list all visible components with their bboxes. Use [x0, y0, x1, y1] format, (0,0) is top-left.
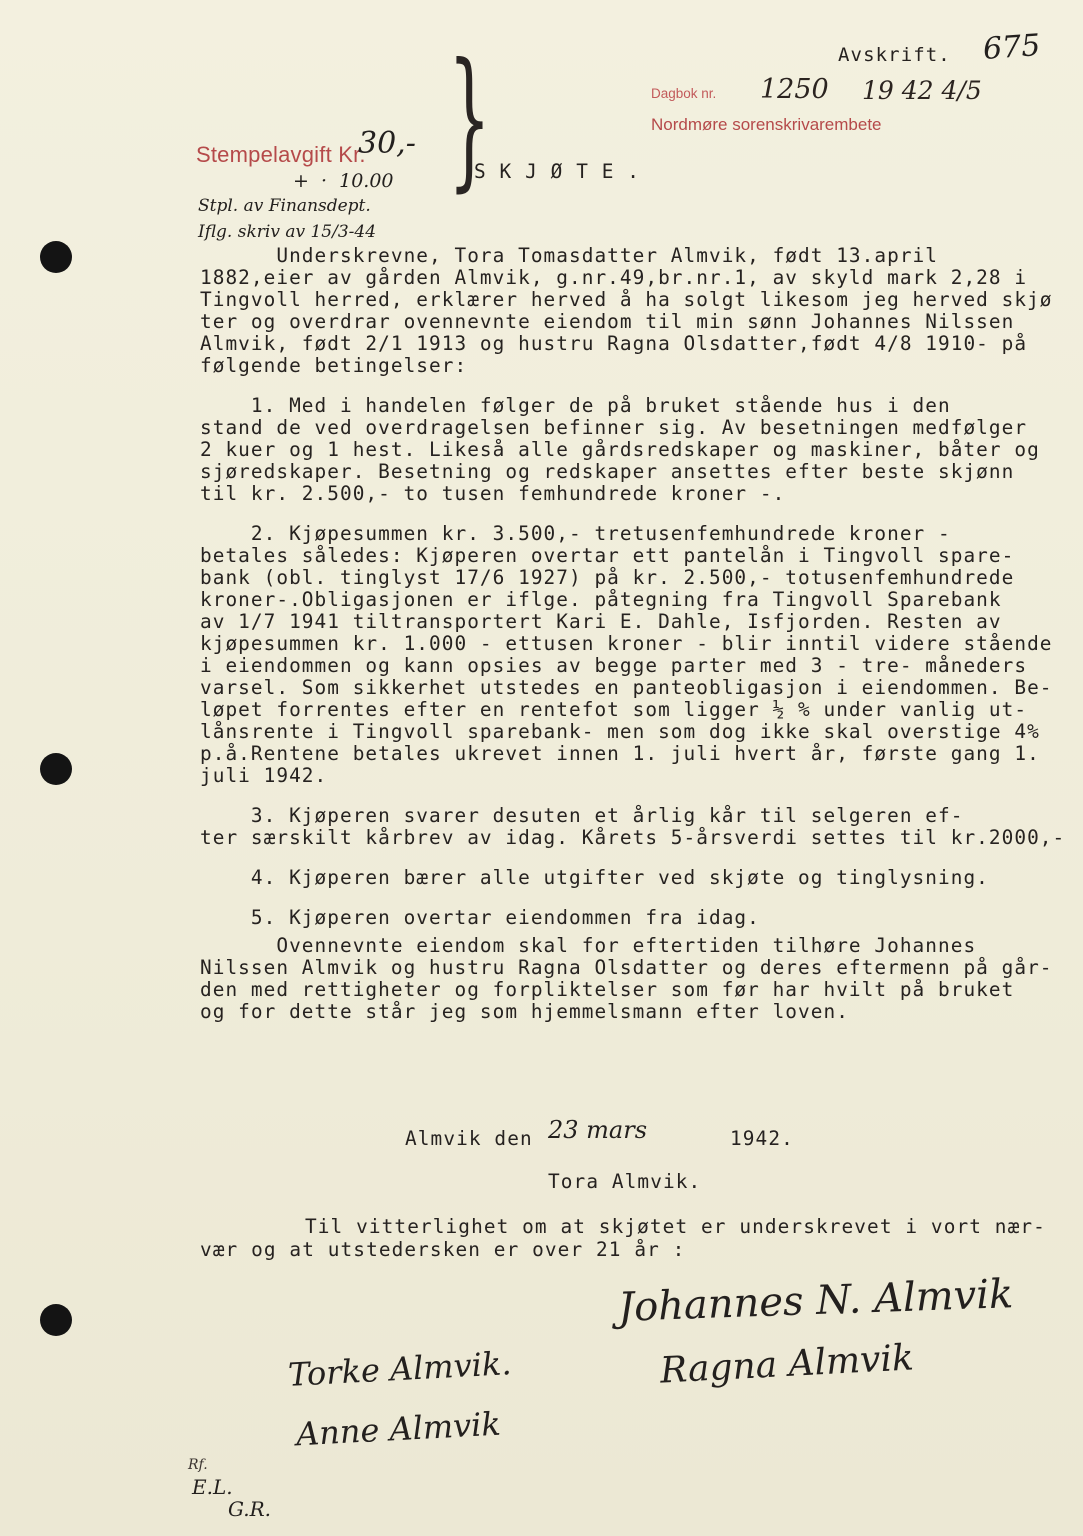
text-line: 4. Kjøperen bærer alle utgifter ved skjøte og tinglysning. — [200, 866, 989, 889]
text-line: lånsrente i Tingvoll sparebank- men som dog ikke skal overstige 4% — [200, 720, 1040, 743]
text-line: ter og overdrar ovennevnte eiendom til min sønn Johannes Nilssen — [200, 310, 1015, 333]
initials-1: E.L. — [192, 1475, 233, 1499]
text-line: 1882,eier av gården Almvik, g.nr.49,br.nr.1, av skyld mark 2,28 i — [200, 266, 1028, 289]
punch-hole — [40, 753, 72, 785]
initials-prefix: Rf. — [188, 1457, 208, 1473]
text-line: kroner-.Obligasjonen er iflge. påtegning fra Tingvoll Sparebank — [200, 588, 1002, 611]
text-line: juli 1942. — [200, 764, 328, 787]
witness-statement-2: vær og at utstedersken er over 21 år : — [200, 1238, 686, 1261]
text-line: stand de ved overdragelsen befinner sig. Av besetningen medfølger — [200, 416, 1028, 439]
text-line: 3. Kjøperen svarer desuten et årlig kår til selgeren ef- — [200, 804, 964, 827]
text-line: bank (obl. tinglyst 17/6 1927) på kr. 2.500,- totusenfemhundrede — [200, 566, 1015, 589]
conclusion-paragraph — [200, 934, 1060, 1022]
brace-mark: } — [448, 32, 491, 206]
signature-ragna: Ragna Almvik — [659, 1337, 915, 1392]
year: 1942. — [730, 1127, 794, 1150]
office-stamp: Nordmøre sorenskrivarembete — [651, 115, 882, 134]
text-line: 2. Kjøpesummen kr. 3.500,- tretusenfemhundrede kroner - — [200, 522, 951, 545]
text-line: Ovennevnte eiendom skal for eftertiden tilhøre Johannes — [200, 934, 977, 957]
signature-anne: Anne Almvik — [295, 1404, 502, 1454]
text-line: kjøpesummen kr. 1.000 - ettusen kroner - blir inntil videre stående — [200, 632, 1053, 655]
stamp-duty-amount: 30,- — [358, 126, 416, 161]
text-line: sjøredskaper. Besetning og redskaper ansettes efter beste skjønn — [200, 460, 1015, 483]
handwritten-date: 23 mars — [548, 1116, 648, 1144]
stamp-duty-addition: + · 10.00 — [293, 170, 394, 192]
dagbok-stamp-label: Dagbok nr. — [651, 86, 717, 101]
text-line: 2 kuer og 1 hest. Likeså alle gårdsredskaper og maskiner, båter og — [200, 438, 1040, 461]
text-line: ter særskilt kårbrev av idag. Kårets 5-årsverdi settes til kr.2000,- — [200, 826, 1066, 849]
deed-body — [200, 244, 1066, 1023]
avskrift-label: Avskrift. — [838, 44, 951, 66]
stamp-duty-note-2: Iflg. skriv av 15/3-44 — [198, 222, 377, 242]
stamp-duty-label: Stempelavgift Kr. — [196, 142, 366, 167]
punch-hole — [40, 1304, 72, 1336]
punch-hole — [40, 241, 72, 273]
text-line: Nilssen Almvik og hustru Ragna Olsdatter og deres eftermenn på går- — [200, 956, 1053, 979]
initials-2: G.R. — [228, 1497, 272, 1521]
clause-4 — [200, 866, 1060, 888]
text-line: betales således: Kjøperen overtar ett pantelån i Tingvoll spare- — [200, 544, 1015, 567]
text-line: til kr. 2.500,- to tusen femhundrede kroner -. — [200, 482, 786, 505]
folio-number: 675 — [981, 28, 1042, 67]
intro-paragraph — [200, 244, 1060, 376]
text-line: Underskrevne, Tora Tomasdatter Almvik, født 13.april — [200, 244, 938, 267]
text-line: 1. Med i handelen følger de på bruket stående hus i den — [200, 394, 951, 417]
clause-1 — [200, 394, 1060, 504]
text-line: p.å.Rentene betales ukrevet innen 1. juli hvert år, første gang 1. — [200, 742, 1040, 765]
clause-3 — [200, 804, 1066, 849]
text-line: i eiendommen og kann opsies av begge parter med 3 - tre- måneders — [200, 654, 1028, 677]
dagbok-date: 19 42 4/5 — [862, 76, 982, 105]
text-line: Almvik, født 2/1 1913 og hustru Ragna Olsdatter,født 4/8 1910- på — [200, 332, 1028, 355]
document-title: S K J Ø T E . — [474, 160, 641, 183]
text-line: løpet forrentes efter en rentefot som ligger ½ % under vanlig ut- — [200, 698, 1028, 721]
text-line: varsel. Som sikkerhet utstedes en panteobligasjon i eiendommen. Be- — [200, 676, 1053, 699]
clause-5 — [200, 906, 1060, 928]
text-line: av 1/7 1941 tiltransportert Kari E. Dahle, Isfjorden. Resten av — [200, 610, 1002, 633]
text-line: den med rettigheter og forpliktelser som før har hvilt på bruket — [200, 978, 1015, 1001]
dagbok-number: 1250 — [760, 74, 829, 105]
signature-johannes: Johannes N. Almvik — [617, 1271, 1014, 1331]
typed-signer-name: Tora Almvik. — [548, 1170, 702, 1193]
stamp-duty-note-1: Stpl. av Finansdept. — [198, 196, 371, 216]
text-line: følgende betingelser: — [200, 354, 468, 377]
clause-2 — [200, 522, 1060, 786]
signature-torke: Torke Almvik. — [287, 1344, 513, 1394]
text-line: 5. Kjøperen overtar eiendommen fra idag. — [200, 906, 760, 929]
text-line: og for dette står jeg som hjemmelsmann efter loven. — [200, 1000, 849, 1023]
place-label: Almvik den — [405, 1127, 533, 1150]
witness-statement-1: Til vitterlighet om at skjøtet er underskrevet i vort nær- — [305, 1215, 1046, 1238]
text-line: Tingvoll herred, erklærer herved å ha solgt likesom jeg herved skjø — [200, 288, 1053, 311]
